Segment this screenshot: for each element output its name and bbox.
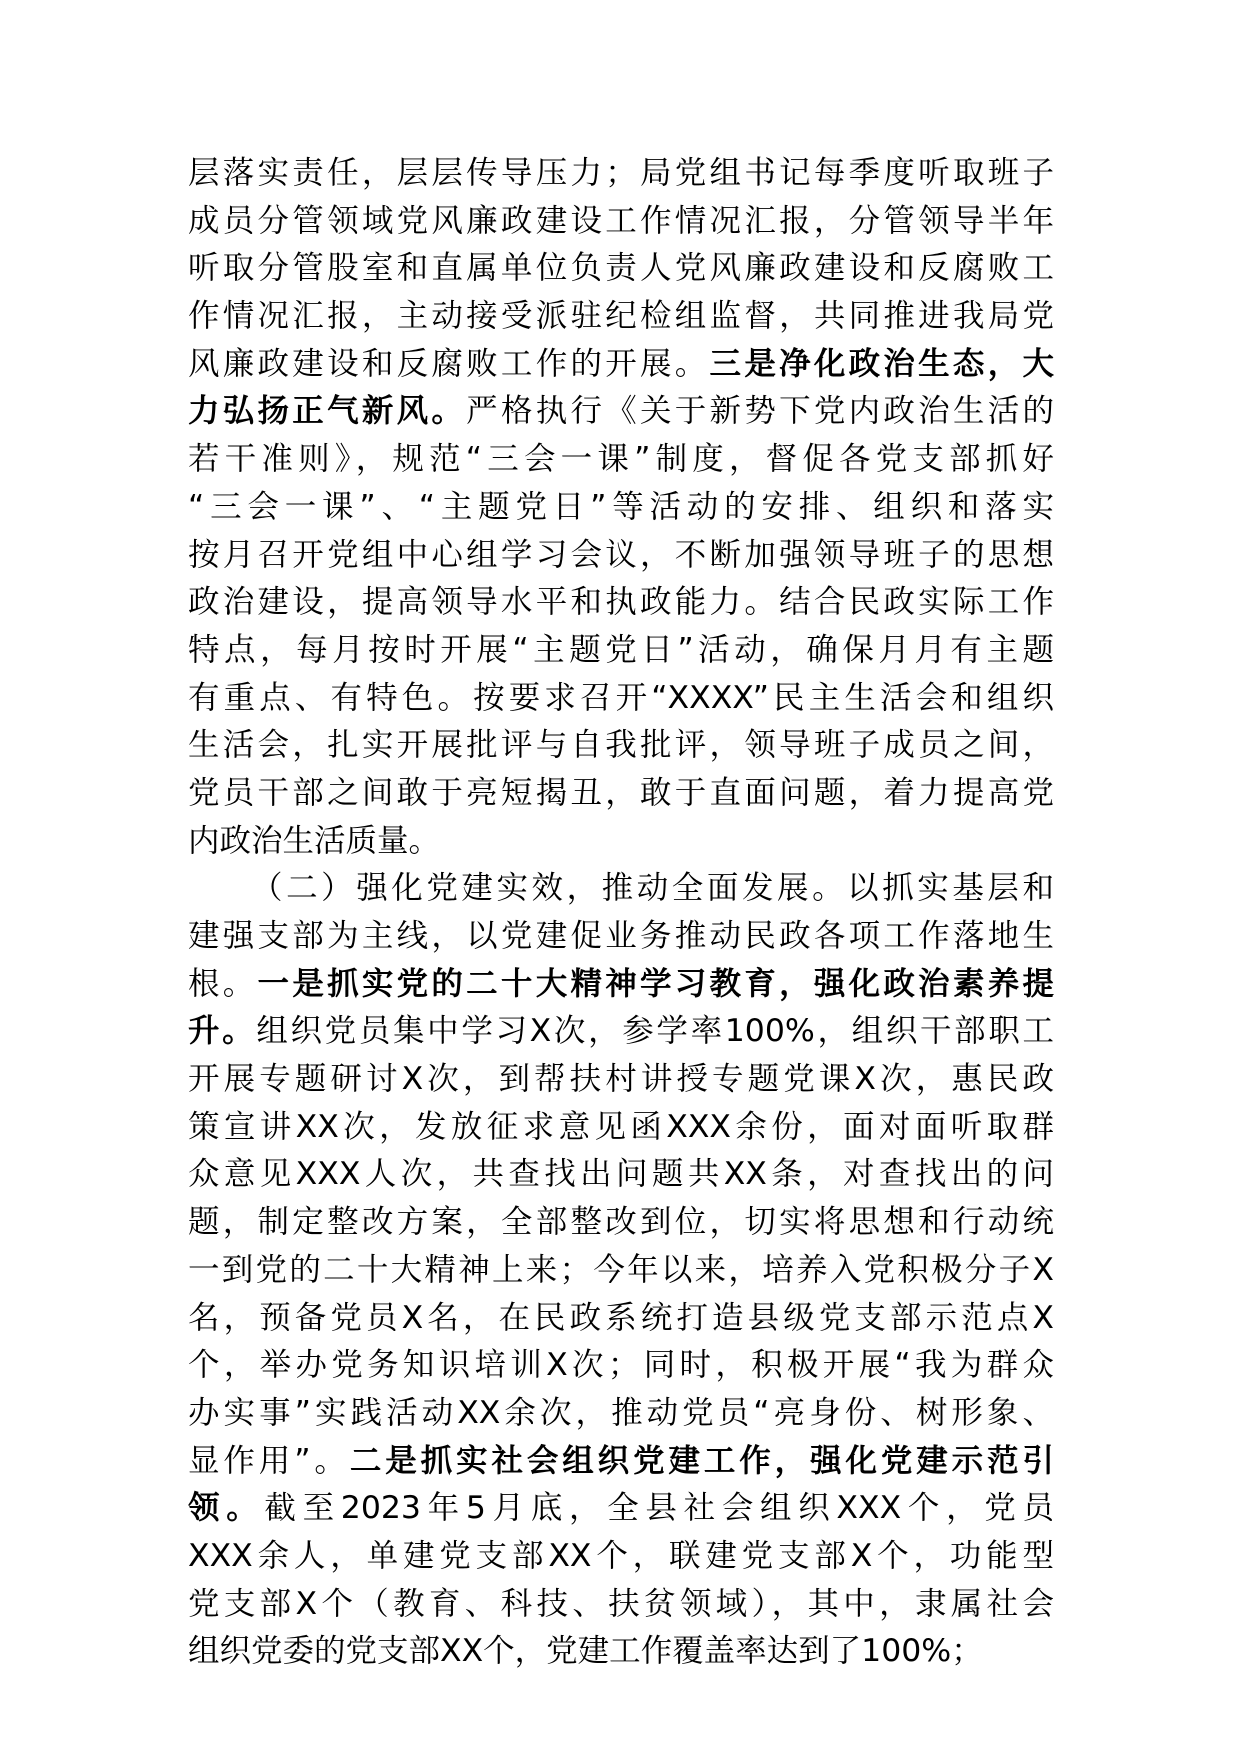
text-line — [188, 388, 1054, 436]
text-line — [188, 150, 1054, 198]
text-segment: 若干准则》，规范“三会一课”制度，督促各党支部抓好 — [188, 441, 1054, 478]
text-segment: 作情况汇报，主动接受派驻纪检组监督，共同推进我局党 — [188, 298, 1054, 335]
text-line — [188, 865, 1054, 913]
text-segment: “三会一课”、“主题党日”等活动的安排、组织和落实 — [188, 488, 1054, 525]
text-segment: 政治建设，提高领导水平和执政能力。结合民政实际工作 — [188, 584, 1054, 621]
text-line — [188, 1390, 1054, 1438]
text-segment: 个，举办党务知识培训X次；同时，积极开展“我为群众 — [188, 1347, 1054, 1384]
text-line — [188, 1581, 1054, 1629]
text-line — [188, 1056, 1054, 1104]
text-line — [188, 1008, 1054, 1056]
text-segment: 办实事”实践活动XX余次，推动党员“亮身份、树形象、 — [188, 1394, 1054, 1431]
text-segment: 严格执行《关于新势下党内政治生活的 — [466, 393, 1054, 430]
text-line — [188, 722, 1054, 770]
text-segment: 众意见XXX人次，共查找出问题共XX条，对查找出的问 — [188, 1156, 1054, 1193]
text-segment: 风廉政建设和反腐败工作的开展。 — [188, 345, 710, 382]
text-line — [188, 1199, 1054, 1247]
text-line — [188, 484, 1054, 532]
bold-text-segment: 二是抓实社会组织党建工作，强化党建示范引 — [349, 1442, 1054, 1479]
bold-text-segment: 升。 — [188, 1013, 257, 1050]
text-line — [188, 293, 1054, 341]
text-segment: 按月召开党组中心组学习会议，不断加强领导班子的思想 — [188, 536, 1054, 573]
text-line — [188, 436, 1054, 484]
text-segment: 组织党员集中学习X次，参学率100%，组织干部职工 — [256, 1013, 1054, 1050]
text-line — [188, 341, 1054, 389]
text-segment: 一到党的二十大精神上来；今年以来，培养入党积极分子X — [188, 1251, 1054, 1288]
text-segment: 有重点、有特色。按要求召开“XXXX”民主生活会和组织 — [188, 679, 1054, 716]
text-line — [188, 1295, 1054, 1343]
text-line — [188, 1151, 1054, 1199]
text-line — [188, 818, 1054, 866]
text-segment: 内政治生活质量。 — [188, 822, 441, 859]
text-segment: 根。 — [188, 965, 258, 1002]
text-segment: 听取分管股室和直属单位负责人党风廉政建设和反腐败工 — [188, 250, 1054, 287]
text-segment: 层落实责任，层层传导压力；局党组书记每季度听取班子 — [188, 155, 1054, 191]
text-line — [188, 579, 1054, 627]
text-segment: 党支部X个（教育、科技、扶贫领域），其中，隶属社会 — [188, 1585, 1054, 1622]
text-line — [188, 1485, 1054, 1533]
text-segment: （二）强化党建实效，推动全面发展。以抓实基层和 — [251, 870, 1054, 907]
text-segment: 策宣讲XX次，发放征求意见函XXX余份，面对面听取群 — [188, 1108, 1054, 1145]
text-line — [188, 1104, 1054, 1152]
bold-text-segment: 一是抓实党的二十大精神学习教育，强化政治素养提 — [257, 965, 1054, 1002]
bold-text-segment: 力弘扬正气新风。 — [188, 393, 467, 430]
text-segment: 题，制定整改方案，全部整改到位，切实将思想和行动统 — [188, 1204, 1054, 1241]
text-line — [188, 913, 1054, 961]
bold-text-segment: 三是净化政治生态，大 — [709, 345, 1054, 382]
text-line — [188, 198, 1054, 246]
text-line — [188, 532, 1054, 580]
text-line — [188, 1533, 1054, 1581]
text-segment: 开展专题研讨X次，到帮扶村讲授专题党课X次，惠民政 — [188, 1061, 1054, 1098]
text-line — [188, 770, 1054, 818]
text-line — [188, 1438, 1054, 1486]
text-segment: 截至2023年5月底，全县社会组织XXX个，党员 — [264, 1490, 1054, 1527]
text-line — [188, 961, 1054, 1009]
text-segment: 组织党委的党支部XX个，党建工作覆盖率达到了100%； — [188, 1633, 983, 1670]
text-segment: 建强支部为主线，以党建促业务推动民政各项工作落地生 — [188, 918, 1054, 954]
body-text — [188, 150, 1054, 1676]
text-segment: 成员分管领域党风廉政建设工作情况汇报，分管领导半年 — [188, 202, 1054, 239]
text-line — [188, 627, 1054, 675]
text-segment: 党员干部之间敢于亮短揭丑，敢于直面问题，着力提高党 — [188, 774, 1054, 811]
text-segment: 名，预备党员X名，在民政系统打造县级党支部示范点X — [188, 1299, 1054, 1336]
text-segment: 特点，每月按时开展“主题党日”活动，确保月月有主题 — [188, 631, 1054, 668]
text-line — [188, 1628, 1054, 1676]
text-line — [188, 245, 1054, 293]
text-segment: 生活会，扎实开展批评与自我批评，领导班子成员之间， — [188, 727, 1054, 764]
text-line — [188, 675, 1054, 723]
text-line — [188, 1342, 1054, 1390]
bold-text-segment: 领。 — [188, 1490, 265, 1527]
text-segment: 显作用”。 — [188, 1442, 350, 1479]
text-line — [188, 1247, 1054, 1295]
text-segment: XXX余人，单建党支部XX个，联建党支部X个，功能型 — [188, 1537, 1054, 1574]
